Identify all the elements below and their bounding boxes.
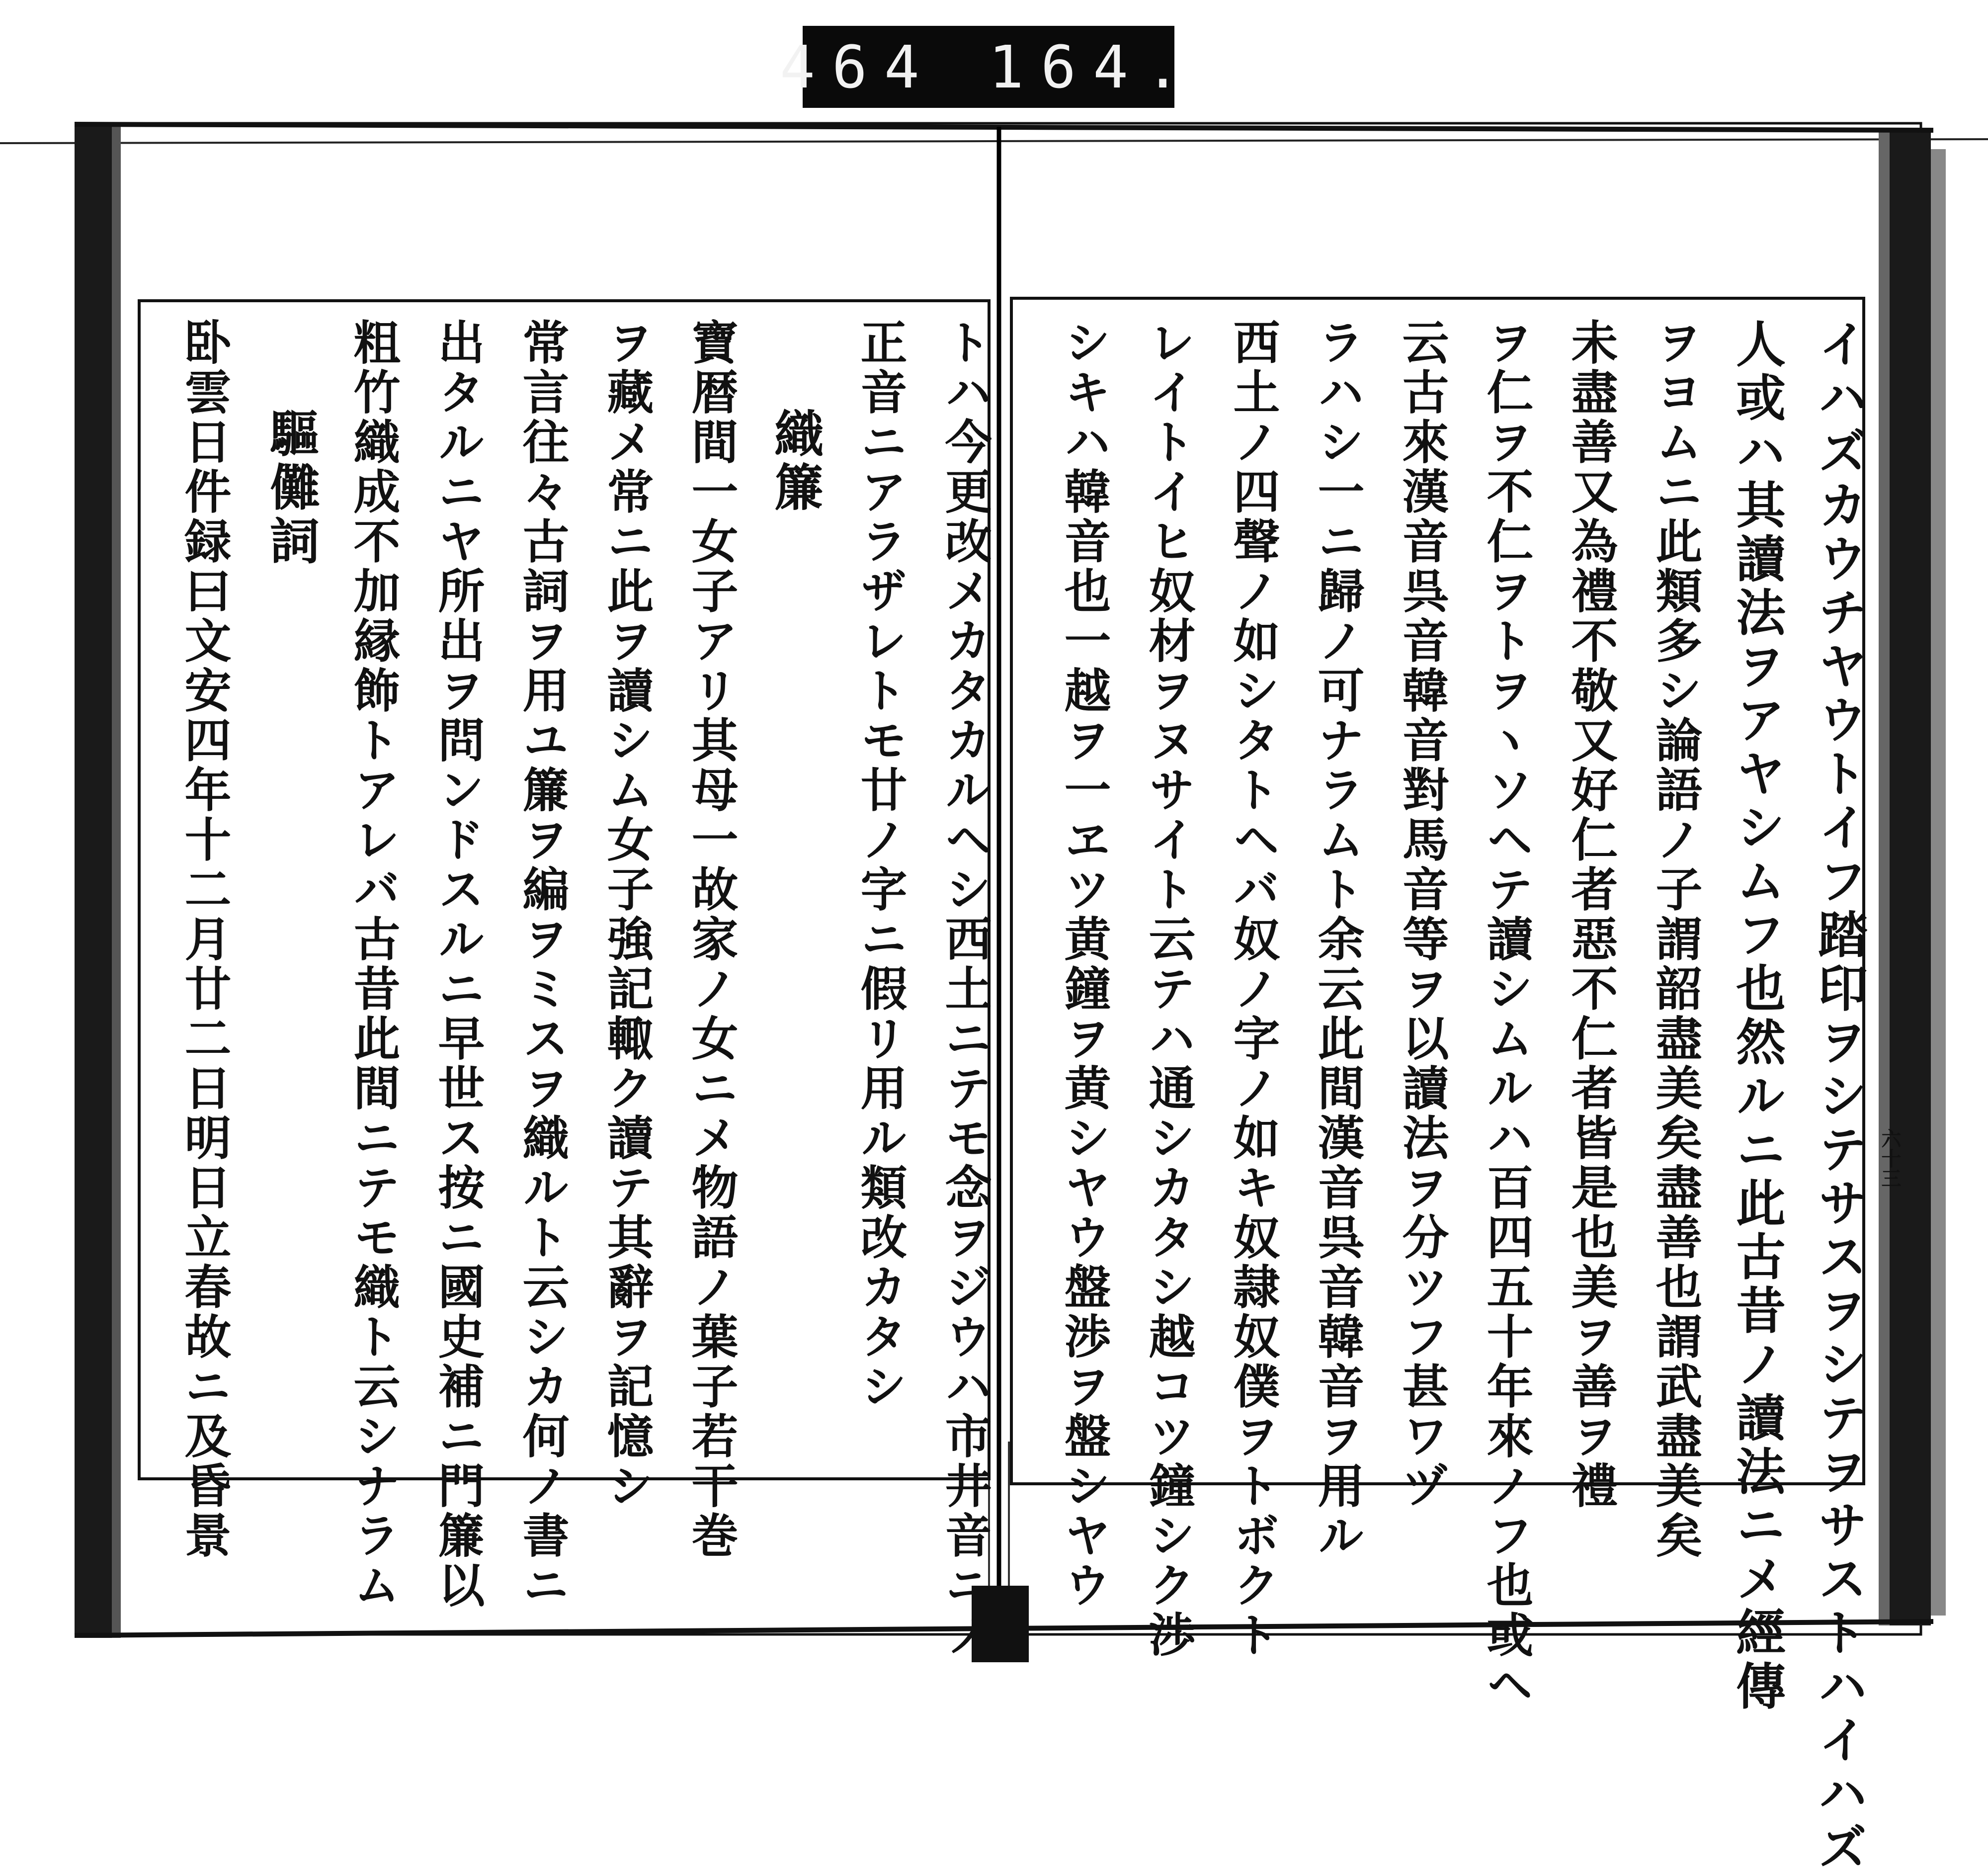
section-heading-orikisu: 織簾 xyxy=(766,408,825,515)
right-page-line-7: ラハシ一ニ歸ノ可ナラムト余云此間漢音呉音韓音ヲ用ル xyxy=(1310,318,1364,1561)
right-page-line-9: レイトイヒ奴材ヲヌサイト云テハ通シカタシ越コツ鐘シク渉 xyxy=(1141,318,1195,1660)
right-page-line-3: ヲヨムニ此類多シ論語ノ子謂韶盡美矣盡善也謂武盡美矣 xyxy=(1648,318,1702,1561)
left-page-line-6: 常言往々古詞ヲ用ユ簾ヲ編ヲミスヲ織ルト云シカ何ノ書ニ xyxy=(514,318,569,1611)
left-page-line-4: 寶暦間一女子アリ其母一故家ノ女ニメ物語ノ葉子若干巻 xyxy=(683,318,738,1561)
right-page-line-2: 人或ハ其讀法ヲアヤシムフ也然ルニ此古昔ノ讀法ニメ經傳 xyxy=(1728,318,1786,1714)
left-page-line-2: 正音ニアラザレトモ廿ノ字ニ假リ用ル類改カタシ xyxy=(852,318,907,1412)
left-page-line-5: ヲ藏メ常ニ此ヲ讀シム女子強記輙ク讀テ其辭ヲ記憶シ xyxy=(599,318,654,1511)
right-page-line-8: 西土ノ四聲ノ如シタトヘバ奴ノ字ノ如キ奴隷奴僕ヲトボクト xyxy=(1225,318,1280,1660)
left-page-line-10: 卧雲日件録曰文安四年十二月廿二日明日立春故ニ及昏景 xyxy=(176,318,231,1561)
left-page-line-8: 粗竹織成不加縁飾トアレバ古昔此間ニテモ織ト云シナラム xyxy=(345,318,400,1611)
right-page-line-5: ヲ仁ヲ不仁ヲトヲヽソヘテ讀シムルハ百四五十年來ノフ也或ヘ xyxy=(1479,318,1533,1710)
left-page-line-7: 出タルニヤ所出ヲ問ンドスルニ早世ス按ニ國史補ニ門簾以 xyxy=(430,318,485,1611)
left-page-line-1: トハ今更改メカタカルヘシ西土ニテモ念ヲジウハ市井音ニノ xyxy=(937,318,992,1660)
right-page-line-6: 云古來漢音呉音韓音對馬音等ヲ以讀法ヲ分ツフ甚ワヅ xyxy=(1394,318,1449,1511)
page-number: 六十三 xyxy=(1878,1128,1902,1188)
section-heading-kunano-kotoba: 驅儺詞 xyxy=(261,408,320,569)
right-page-line-10: シキハ韓音也一越ヲ一ヱツ黄鐘ヲ黄シヤウ盤渉ヲ盤シヤウ xyxy=(1056,318,1111,1611)
catalog-label: 464 164. xyxy=(803,26,1174,108)
right-page-line-1: イハズカウチヤウトイフ踏印ヲシテサスヲシテヲサストハイハズ xyxy=(1810,318,1868,1875)
right-page-line-4: 未盡善又為禮不敬又好仁者惡不仁者皆是也美ヲ善ヲ禮 xyxy=(1563,318,1618,1511)
